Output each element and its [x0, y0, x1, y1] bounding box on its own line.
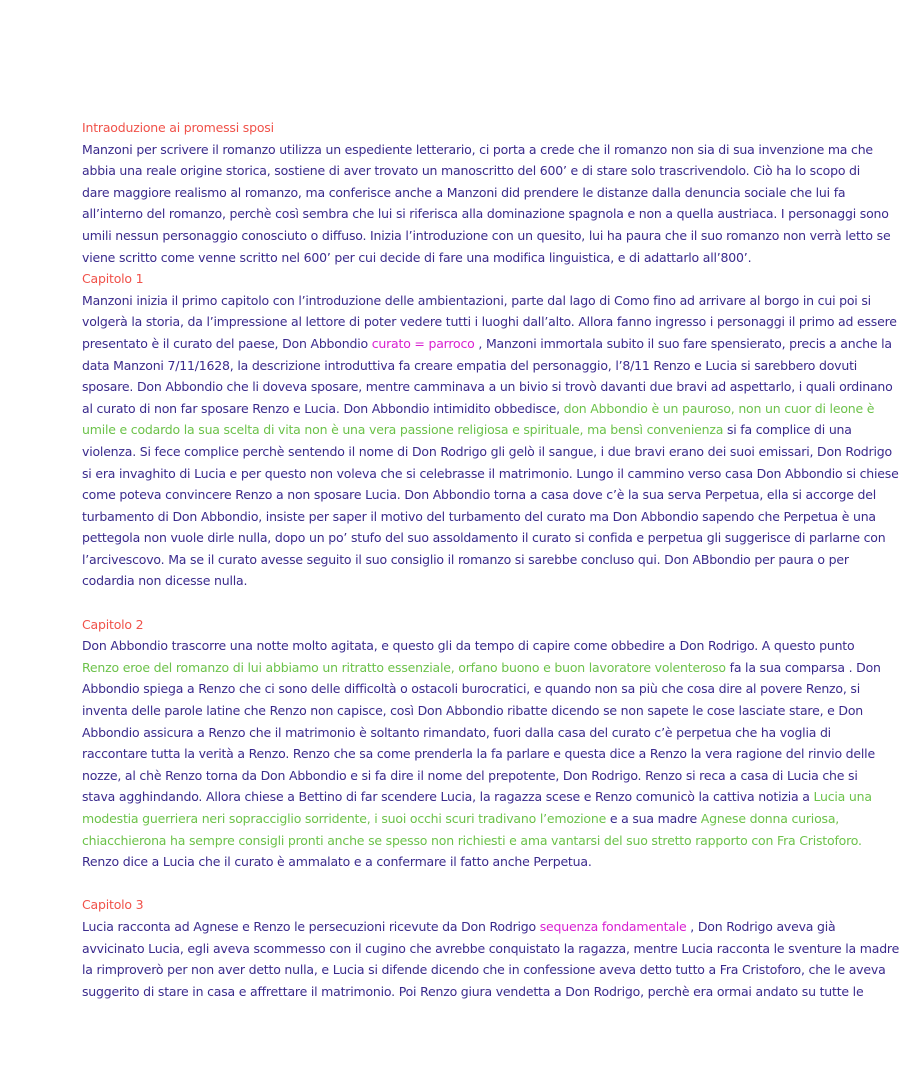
text-line: [82, 376, 893, 398]
text-line: [82, 139, 873, 161]
body-text: al curato di non far sposare Renzo e Lucia. Don Abbondio intimidito obbedisce,: [82, 400, 564, 416]
text-line: [82, 657, 881, 679]
section-spacer: [82, 873, 758, 895]
text-line: [82, 463, 899, 485]
body-text: Manzoni inizia il primo capitolo con l’introduzione delle ambientazioni, parte dal lago di Como fino ad arrivare al borgo in cui poi si: [82, 292, 871, 308]
body-text: sposare. Don Abbondio che li doveva sposare, mentre camminava a un bivio si trovò davanti due bravi ad aspettarlo, i quali ordinano: [82, 379, 893, 395]
body-text: codardia non dicesse nulla.: [82, 573, 248, 589]
highlighted-text: chiacchierona ha sempre consigli pronti anche se spesso non richiesti e ama vantarsi del suo stretto rapporto con Fra Cristoforo.: [82, 832, 862, 848]
body-text: la rimproverò per non aver detto nulla, e Lucia si difende dicendo che in confessione aveva detto tutto a Fra Cristoforo, che le aveva: [82, 962, 886, 978]
text-line: [82, 722, 831, 744]
text-line: [82, 441, 892, 463]
text-line: [82, 700, 863, 722]
body-text: abbia una reale origine storica, sostiene di aver trovato un manoscritto del 600’ e di stare solo trascrivendolo. Ciò ha lo scopo di: [82, 163, 861, 179]
highlighted-text: umile e codardo la sua scelta di vita non è una vera passione religiosa e spirituale, ma bensì convenienza: [82, 422, 724, 438]
body-text: l’arcivescovo. Ma se il curato avesse seguito il suo consiglio il romanzo si sarebbe concluso qui. Don ABbondio per paura o per: [82, 551, 849, 567]
text-line: [82, 160, 861, 182]
text-line: [82, 290, 871, 312]
body-text: suggerito di stare in casa e affrettare il matrimonio. Poi Renzo giura vendetta a Don Rodrigo, perchè era ormai andato su tutte le: [82, 983, 864, 999]
text-line: [82, 398, 875, 420]
body-text: Lucia racconta ad Agnese e Renzo le persecuzioni ricevute da Don Rodrigo: [82, 918, 540, 934]
text-line: [82, 678, 860, 700]
body-text: data Manzoni 7/11/1628, la descrizione introduttiva fa creare empatia del personaggio, l’8/11 Renzo e Lucia si sarebbero dovuti: [82, 357, 858, 373]
text-line: [82, 355, 858, 377]
body-text: fa la sua comparsa . Don: [725, 659, 881, 675]
body-text: viene scritto come venne scritto nel 600’ per cui decide di fare una modifica linguistica, e di adattarlo all’800’.: [82, 249, 752, 265]
text-line: [82, 786, 872, 808]
highlighted-text: Renzo eroe del romanzo di lui abbiamo un ritratto essenziale, orfano buono e buon lavoratore volenteroso: [82, 659, 726, 675]
body-text: Abbondio spiega a Renzo che ci sono delle difficoltà o ostacoli burocratici, e quando non sa più che cosa dire al povere Renzo, si: [82, 681, 860, 697]
body-text: dare maggiore realismo al romanzo, ma conferisce anche a Manzoni did prendere le distanze dalla denuncia sociale che lui fa: [82, 184, 846, 200]
text-line: [82, 182, 846, 204]
section-paragraph: [82, 290, 899, 592]
section-paragraph: [82, 635, 881, 873]
highlighted-text: don Abbondio è un pauroso, non un cuor di leone è: [563, 400, 875, 416]
text-line: [82, 916, 836, 938]
body-text: , Don Rodrigo aveva già: [686, 918, 836, 934]
highlighted-text: Agnese donna curiosa,: [700, 811, 840, 826]
text-line: [82, 938, 899, 960]
body-text: stava agghindando. Allora chiese a Bettino di far scendere Lucia, la ragazza scese e Renzo comunicò la cattiva notizia a: [82, 789, 814, 805]
section-heading: Intraoduzione ai promessi sposi: [82, 120, 274, 135]
highlighted-text: curato = parroco: [371, 335, 475, 351]
text-line: [82, 225, 891, 247]
body-text: come poteva convincere Renzo a non sposare Lucia. Don Abbondio torna a casa dove c’è la sua serva Perpetua, ella si accorge del: [82, 487, 877, 503]
text-line: [82, 247, 758, 269]
text-line: [82, 808, 840, 830]
text-line: [82, 333, 892, 355]
body-text: Don Abbondio trascorre una notte molto agitata, e questo gli da tempo di capire come obbedire a Don Rodrigo. A questo punto: [82, 638, 855, 654]
section-spacer: [82, 592, 758, 614]
body-text: turbamento di Don Abbondio, insiste per saper il motivo del turbamento del curato ma Don Abbondio sapendo che Perpetua è una: [82, 508, 876, 524]
text-line: [82, 527, 886, 549]
body-text: nozze, al chè Renzo torna da Don Abbondio e si fa dire il nome del prepotente, Don Rodrigo. Renzo si reca a casa di Lucia che si: [82, 767, 858, 783]
body-text: pettegola non vuole dirle nulla, dopo un po’ stufo del suo assoldamento il curato si confida e perpetua gli suggerisce di parlarne con: [82, 530, 886, 546]
section-heading: Capitolo 3: [82, 897, 144, 913]
text-line: [82, 635, 855, 657]
text-line: [82, 311, 897, 333]
body-text: avvicinato Lucia, egli aveva scommesso con il cugino che avrebbe conquistato la ragazza, mentre Lucia racconta le sventure la madre: [82, 940, 899, 956]
section-heading: Capitolo 1: [82, 271, 144, 287]
body-text: raccontare tutta la verità a Renzo. Renzo che sa come prenderla la fa parlare e questa dice a Renzo la vera ragione del rinvio delle: [82, 746, 875, 762]
text-line: [82, 765, 858, 787]
text-line: [82, 506, 876, 528]
body-text: inventa delle parole latine che Renzo non capisce, così Don Abbondio ribatte dicendo se non sapete le cose lasciate stare, e Don: [82, 703, 863, 719]
text-line: [82, 851, 758, 873]
body-text: violenza. Si fece complice perchè sentendo il nome di Don Rodrigo gli gelò il sangue, i due bravi erano dei suoi emissari, Don Rodrigo: [82, 443, 892, 459]
highlighted-text: sequenza fondamentale: [539, 918, 687, 934]
text-line: [82, 484, 877, 506]
text-line: [82, 743, 875, 765]
text-line: [82, 570, 758, 592]
text-line: [82, 203, 889, 225]
body-text: , Manzoni immortala subito il suo fare spensierato, precis a anche la: [474, 335, 892, 351]
text-line: [82, 549, 849, 571]
highlighted-text: modestia guerriera neri sopracciglio sorridente, i suoi occhi scuri tradivano l’emozione: [82, 811, 607, 826]
body-text: e a sua madre: [606, 811, 701, 826]
text-line: [82, 419, 852, 441]
text-line: [82, 830, 862, 852]
body-text: Abbondio assicura a Renzo che il matrimonio è soltanto rimandato, fuori dalla casa del curato c’è perpetua che ha voglia di: [82, 724, 831, 740]
section-heading: Capitolo 2: [82, 616, 144, 632]
body-text: umili nessun personaggio conosciuto o diffuso. Inizia l’introduzione con un quesito, lui ha paura che il suo romanzo non verrà letto se: [82, 227, 891, 243]
text-line: [82, 981, 864, 1003]
text-line: [82, 959, 886, 981]
body-text: si era invaghito di Lucia e per questo non voleva che si celebrasse il matrimonio. Lungo il cammino verso casa Don Abbondio si chiese: [82, 465, 899, 481]
body-text: si fa complice di una: [723, 422, 852, 438]
body-text: volgerà la storia, da l’impressione al lettore di poter vedere tutti i luoghi dall’alto. Allora fanno ingresso i personaggi il primo ad essere: [82, 314, 897, 330]
body-text: Renzo dice a Lucia che il curato è ammalato e a confermare il fatto anche Perpetua.: [82, 854, 592, 870]
body-text: all’interno del romanzo, perchè così sembra che lui si riferisca alla dominazione spagnola e non a quella austriaca. I personaggi sono: [82, 206, 889, 222]
body-text: Manzoni per scrivere il romanzo utilizza un espediente letterario, ci porta a crede che il romanzo non sia di sua invenzione ma che: [82, 141, 873, 157]
highlighted-text: Lucia una: [813, 789, 872, 805]
body-text: presentato è il curato del paese, Don Abbondio: [82, 335, 372, 351]
section-paragraph: [82, 916, 899, 1002]
section-paragraph: [82, 139, 891, 269]
